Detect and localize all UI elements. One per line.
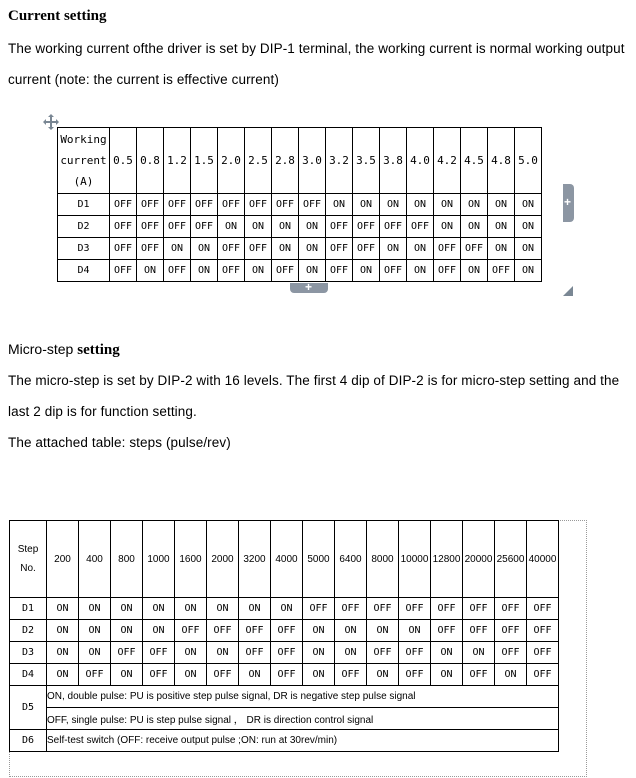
step-value-header: 800 (111, 521, 143, 598)
dip-switch-label: D2 (10, 620, 47, 642)
switch-state-cell: OFF (271, 664, 303, 686)
current-table (57, 127, 542, 282)
microstep-setting-title: Micro-step setting (8, 341, 120, 358)
dip-switch-label: D2 (58, 216, 110, 238)
header-label-line: No. (20, 563, 36, 574)
switch-state-cell: OFF (326, 260, 353, 282)
switch-state-cell: OFF (527, 664, 559, 686)
switch-state-cell: OFF (110, 260, 137, 282)
dip-switch-label: D3 (10, 642, 47, 664)
microstep-paragraph-line3: The attached table: steps (pulse/rev) (8, 435, 231, 450)
switch-state-cell: OFF (245, 238, 272, 260)
step-value-header: 25600 (495, 521, 527, 598)
current-table-row (58, 238, 542, 260)
step-value-header: 10000 (399, 521, 431, 598)
switch-state-cell: OFF (399, 664, 431, 686)
switch-state-cell: OFF (326, 238, 353, 260)
dip-switch-label: D4 (10, 664, 47, 686)
switch-state-cell: OFF (79, 664, 111, 686)
switch-state-cell: ON (303, 620, 335, 642)
current-value-header: 3.8 (380, 128, 407, 194)
switch-state-cell: ON (335, 642, 367, 664)
microstep-paragraph-line1: The micro-step is set by DIP-2 with 16 levels. The first 4 dip of DIP-2 is for micro-step setting and the (8, 373, 620, 388)
switch-state-cell: ON (431, 664, 463, 686)
current-value-header: 0.8 (137, 128, 164, 194)
switch-state-cell: ON (488, 216, 515, 238)
step-value-header: 1600 (175, 521, 207, 598)
switch-state-cell: OFF (434, 238, 461, 260)
dip-switch-label: D1 (10, 598, 47, 620)
step-value-header: 1000 (143, 521, 175, 598)
current-table-row (58, 194, 542, 216)
current-value-header: 2.8 (272, 128, 299, 194)
switch-state-cell: OFF (527, 598, 559, 620)
current-value-header: 0.5 (110, 128, 137, 194)
step-value-header: 200 (47, 521, 79, 598)
switch-state-cell: ON (461, 216, 488, 238)
d5-off-description: OFF, single pulse: PU is step pulse signal ， DR is direction control signal (47, 708, 559, 730)
dip-switch-label: D4 (58, 260, 110, 282)
switch-state-cell: OFF (110, 216, 137, 238)
switch-state-cell: ON (461, 194, 488, 216)
current-value-header: 4.5 (461, 128, 488, 194)
switch-state-cell: ON (434, 194, 461, 216)
switch-state-cell: OFF (207, 620, 239, 642)
switch-state-cell: ON (207, 598, 239, 620)
switch-state-cell: OFF (175, 620, 207, 642)
current-value-header: 1.5 (191, 128, 218, 194)
switch-state-cell: OFF (380, 260, 407, 282)
switch-state-cell: ON (326, 194, 353, 216)
switch-state-cell: ON (111, 598, 143, 620)
switch-state-cell: OFF (239, 642, 271, 664)
switch-state-cell: ON (47, 598, 79, 620)
switch-state-cell: ON (111, 664, 143, 686)
switch-state-cell: OFF (164, 216, 191, 238)
step-value-header: 6400 (335, 521, 367, 598)
switch-state-cell: OFF (431, 620, 463, 642)
current-paragraph-line2: current (note: the current is effective current) (8, 72, 279, 87)
switch-state-cell: OFF (191, 194, 218, 216)
current-table-row (58, 260, 542, 282)
switch-state-cell: OFF (143, 642, 175, 664)
switch-state-cell: ON (79, 598, 111, 620)
switch-state-cell: OFF (218, 194, 245, 216)
switch-state-cell: OFF (335, 598, 367, 620)
switch-state-cell: OFF (367, 642, 399, 664)
current-header-label (58, 128, 110, 194)
switch-state-cell: ON (272, 216, 299, 238)
switch-state-cell: ON (488, 238, 515, 260)
switch-state-cell: ON (515, 238, 542, 260)
switch-state-cell: OFF (271, 642, 303, 664)
switch-state-cell: OFF (367, 598, 399, 620)
switch-state-cell: ON (111, 620, 143, 642)
switch-state-cell: ON (143, 620, 175, 642)
switch-state-cell: ON (191, 260, 218, 282)
header-label-line: Working (60, 133, 107, 146)
switch-state-cell: ON (47, 620, 79, 642)
switch-state-cell: ON (175, 598, 207, 620)
current-value-header: 3.0 (299, 128, 326, 194)
step-table-row (10, 642, 559, 664)
switch-state-cell: ON (239, 598, 271, 620)
switch-state-cell: OFF (434, 260, 461, 282)
step-table-row-d5 (10, 708, 559, 730)
switch-state-cell: OFF (137, 194, 164, 216)
switch-state-cell: OFF (110, 238, 137, 260)
step-table-row-d6 (10, 730, 559, 752)
plus-icon: + (564, 195, 572, 209)
switch-state-cell: OFF (272, 260, 299, 282)
switch-state-cell: OFF (527, 642, 559, 664)
switch-state-cell: ON (463, 642, 495, 664)
switch-state-cell: OFF (218, 238, 245, 260)
switch-state-cell: ON (191, 238, 218, 260)
current-table-row (58, 216, 542, 238)
current-value-header: 2.0 (218, 128, 245, 194)
switch-state-cell: ON (299, 260, 326, 282)
current-table-header-row (58, 128, 542, 194)
microstep-paragraph-line2: last 2 dip is for function setting. (8, 404, 197, 419)
current-value-header: 2.5 (245, 128, 272, 194)
switch-state-cell: ON (175, 642, 207, 664)
current-value-header: 5.0 (515, 128, 542, 194)
switch-state-cell: OFF (431, 598, 463, 620)
switch-state-cell: OFF (335, 664, 367, 686)
step-value-header: 20000 (463, 521, 495, 598)
step-table-row-d5 (10, 686, 559, 708)
switch-state-cell: OFF (353, 216, 380, 238)
switch-state-cell: ON (137, 260, 164, 282)
switch-state-cell: OFF (164, 194, 191, 216)
switch-state-cell: ON (407, 238, 434, 260)
add-row-handle[interactable] (290, 280, 328, 294)
switch-state-cell: ON (239, 664, 271, 686)
switch-state-cell: ON (47, 664, 79, 686)
switch-state-cell: ON (303, 642, 335, 664)
switch-state-cell: ON (353, 194, 380, 216)
switch-state-cell: OFF (463, 598, 495, 620)
dip-switch-label: D5 (10, 686, 47, 730)
step-value-header: 400 (79, 521, 111, 598)
switch-state-cell: ON (434, 216, 461, 238)
step-value-header: 12800 (431, 521, 463, 598)
switch-state-cell: ON (407, 194, 434, 216)
header-label-line: Step (17, 544, 39, 555)
step-table-row (10, 664, 559, 686)
switch-state-cell: ON (488, 194, 515, 216)
switch-state-cell: ON (272, 238, 299, 260)
switch-state-cell: ON (407, 260, 434, 282)
switch-state-cell: ON (79, 642, 111, 664)
switch-state-cell: ON (399, 620, 431, 642)
switch-state-cell: OFF (399, 598, 431, 620)
switch-state-cell: OFF (110, 194, 137, 216)
switch-state-cell: ON (79, 620, 111, 642)
switch-state-cell: ON (164, 238, 191, 260)
dip-switch-label: D6 (10, 730, 47, 752)
step-value-header: 3200 (239, 521, 271, 598)
switch-state-cell: ON (335, 620, 367, 642)
d5-on-description: ON, double pulse: PU is positive step pulse signal, DR is negative step pulse signal (47, 686, 559, 708)
switch-state-cell: OFF (527, 620, 559, 642)
switch-state-cell: ON (515, 260, 542, 282)
current-value-header: 4.8 (488, 128, 515, 194)
step-value-header: 8000 (367, 521, 399, 598)
switch-state-cell: OFF (326, 216, 353, 238)
resize-corner-icon[interactable] (563, 283, 573, 293)
switch-state-cell: OFF (380, 216, 407, 238)
switch-state-cell: ON (299, 216, 326, 238)
switch-state-cell: ON (515, 216, 542, 238)
switch-state-cell: OFF (353, 238, 380, 260)
current-setting-title: Current setting (8, 8, 107, 24)
switch-state-cell: OFF (245, 194, 272, 216)
switch-state-cell: OFF (461, 238, 488, 260)
step-table-header-row (10, 521, 559, 598)
switch-state-cell: OFF (495, 598, 527, 620)
switch-state-cell: OFF (207, 664, 239, 686)
switch-state-cell: OFF (271, 620, 303, 642)
switch-state-cell: OFF (488, 260, 515, 282)
switch-state-cell: OFF (272, 194, 299, 216)
switch-state-cell: ON (245, 216, 272, 238)
switch-state-cell: ON (47, 642, 79, 664)
switch-state-cell: ON (367, 664, 399, 686)
current-value-header: 3.5 (353, 128, 380, 194)
step-header-label (10, 521, 47, 598)
switch-state-cell: ON (218, 216, 245, 238)
header-label-line: current (60, 154, 107, 167)
switch-state-cell: ON (143, 598, 175, 620)
dip-switch-label: D1 (58, 194, 110, 216)
current-value-header: 4.0 (407, 128, 434, 194)
switch-state-cell: ON (207, 642, 239, 664)
switch-state-cell: OFF (137, 238, 164, 260)
step-table (9, 520, 559, 752)
switch-state-cell: ON (299, 238, 326, 260)
plus-icon: + (305, 280, 313, 294)
switch-state-cell: OFF (407, 216, 434, 238)
switch-state-cell: ON (245, 260, 272, 282)
step-table-row (10, 620, 559, 642)
current-value-header: 4.2 (434, 128, 461, 194)
switch-state-cell: ON (271, 598, 303, 620)
switch-state-cell: OFF (495, 642, 527, 664)
add-column-handle[interactable] (563, 184, 574, 222)
switch-state-cell: OFF (218, 260, 245, 282)
switch-state-cell: OFF (463, 620, 495, 642)
switch-state-cell: ON (353, 260, 380, 282)
switch-state-cell: OFF (463, 664, 495, 686)
switch-state-cell: OFF (137, 216, 164, 238)
switch-state-cell: OFF (239, 620, 271, 642)
step-value-header: 4000 (271, 521, 303, 598)
step-table-container (9, 520, 559, 752)
current-paragraph-line1: The working current ofthe driver is set by DIP-1 terminal, the working current is normal working output (8, 41, 625, 56)
switch-state-cell: OFF (191, 216, 218, 238)
current-value-header: 3.2 (326, 128, 353, 194)
step-value-header: 40000 (527, 521, 559, 598)
switch-state-cell: ON (380, 238, 407, 260)
switch-state-cell: ON (461, 260, 488, 282)
switch-state-cell: OFF (143, 664, 175, 686)
switch-state-cell: ON (515, 194, 542, 216)
switch-state-cell: OFF (303, 598, 335, 620)
switch-state-cell: OFF (399, 642, 431, 664)
current-table-container (57, 127, 542, 282)
switch-state-cell: ON (495, 664, 527, 686)
switch-state-cell: ON (303, 664, 335, 686)
dip-switch-label: D3 (58, 238, 110, 260)
current-value-header: 1.2 (164, 128, 191, 194)
switch-state-cell: ON (431, 642, 463, 664)
step-table-row (10, 598, 559, 620)
switch-state-cell: ON (367, 620, 399, 642)
header-label-line: (A) (73, 175, 94, 188)
switch-state-cell: OFF (495, 620, 527, 642)
switch-state-cell: OFF (111, 642, 143, 664)
step-value-header: 5000 (303, 521, 335, 598)
switch-state-cell: ON (380, 194, 407, 216)
switch-state-cell: OFF (299, 194, 326, 216)
switch-state-cell: OFF (164, 260, 191, 282)
d6-description: Self-test switch (OFF: receive output pulse ;ON: run at 30rev/min) (47, 730, 559, 752)
step-value-header: 2000 (207, 521, 239, 598)
switch-state-cell: ON (175, 664, 207, 686)
